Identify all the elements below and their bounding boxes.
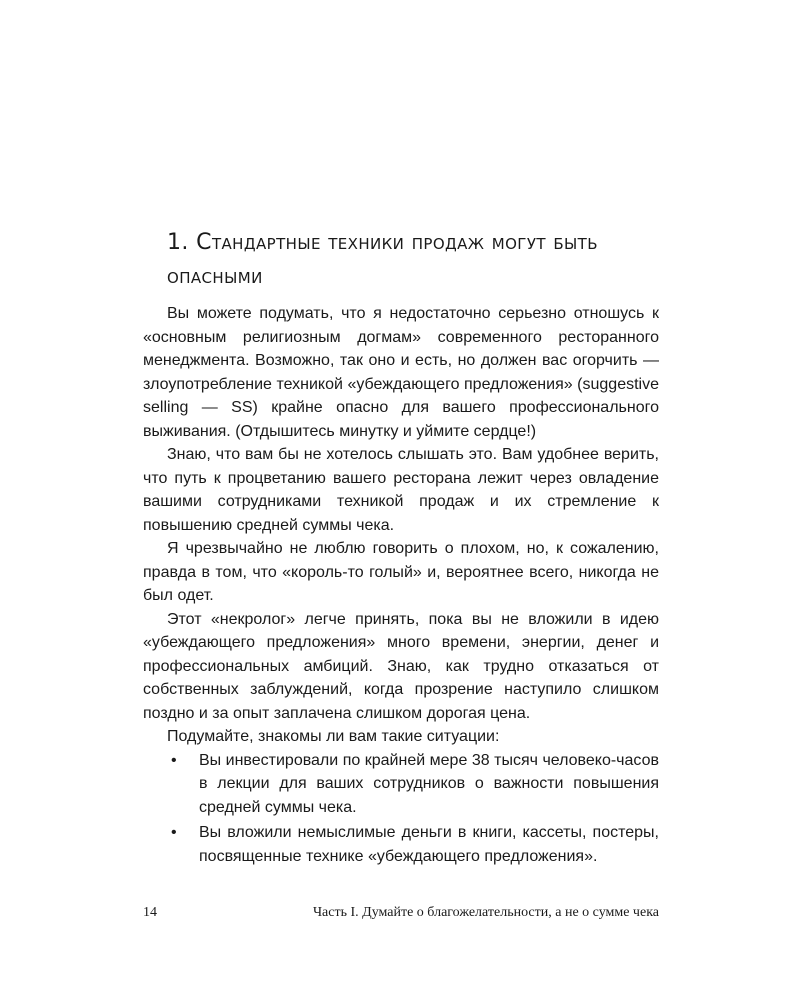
page-number: 14 [143, 905, 157, 920]
bullet-list [143, 749, 659, 869]
paragraph: Подумайте, знакомы ли вам такие ситуации: [167, 728, 500, 745]
paragraph: Вы можете подумать, что я недостаточно серьезно отношусь к «основным религиозным догмам» современного ресторанного менеджмента. Возможно, так оно и есть, но должен вас огорчить — злоупотребление техникой «убеждающего предложения» (suggestive selling — SS) крайне опасно для вашего профессионального выживания. (Отдышитесь минутку и уймите сердце!) [143, 305, 659, 440]
list-item-text: Вы вложили немыслимые деньги в книги, кассеты, постеры, посвященные технике «убеждающего предложения». [199, 824, 659, 865]
running-title: Часть I. Думайте о благожелательности, а не о сумме чека [312, 905, 659, 920]
list-item [143, 821, 659, 868]
paragraph: Я чрезвычайно не люблю говорить о плохом, но, к сожалению, правда в том, что «король-то голый» и, вероятнее всего, никогда не был одет. [143, 540, 659, 604]
list-item-text: Вы инвестировали по крайней мере 38 тысяч человеко-часов в лекции для ваших сотрудников о важности повышения средней суммы чека. [199, 751, 659, 816]
paragraph: Знаю, что вам бы не хотелось слышать это. Вам удобнее верить, что путь к процветанию вашего ресторана лежит через овладение вашими сотрудниками техникой продаж и их стремление к повышению средней суммы чека. [143, 446, 659, 534]
bullet-icon: • [171, 824, 177, 841]
bullet-icon: • [171, 751, 177, 769]
paragraph: Этот «некролог» легче принять, пока вы не вложили в идею «убеждающего предложения» много времени, энергии, денег и профессиональных амбиций. Знаю, как трудно отказаться от собственных заблуждений, когда прозрение наступило слишком поздно и за опыт заплачена слишком дорогая цена. [143, 610, 659, 722]
list-item [143, 749, 659, 820]
section-heading: 1. Стандартные техники продаж могут быть опасными [167, 230, 598, 289]
page-content [143, 226, 659, 870]
